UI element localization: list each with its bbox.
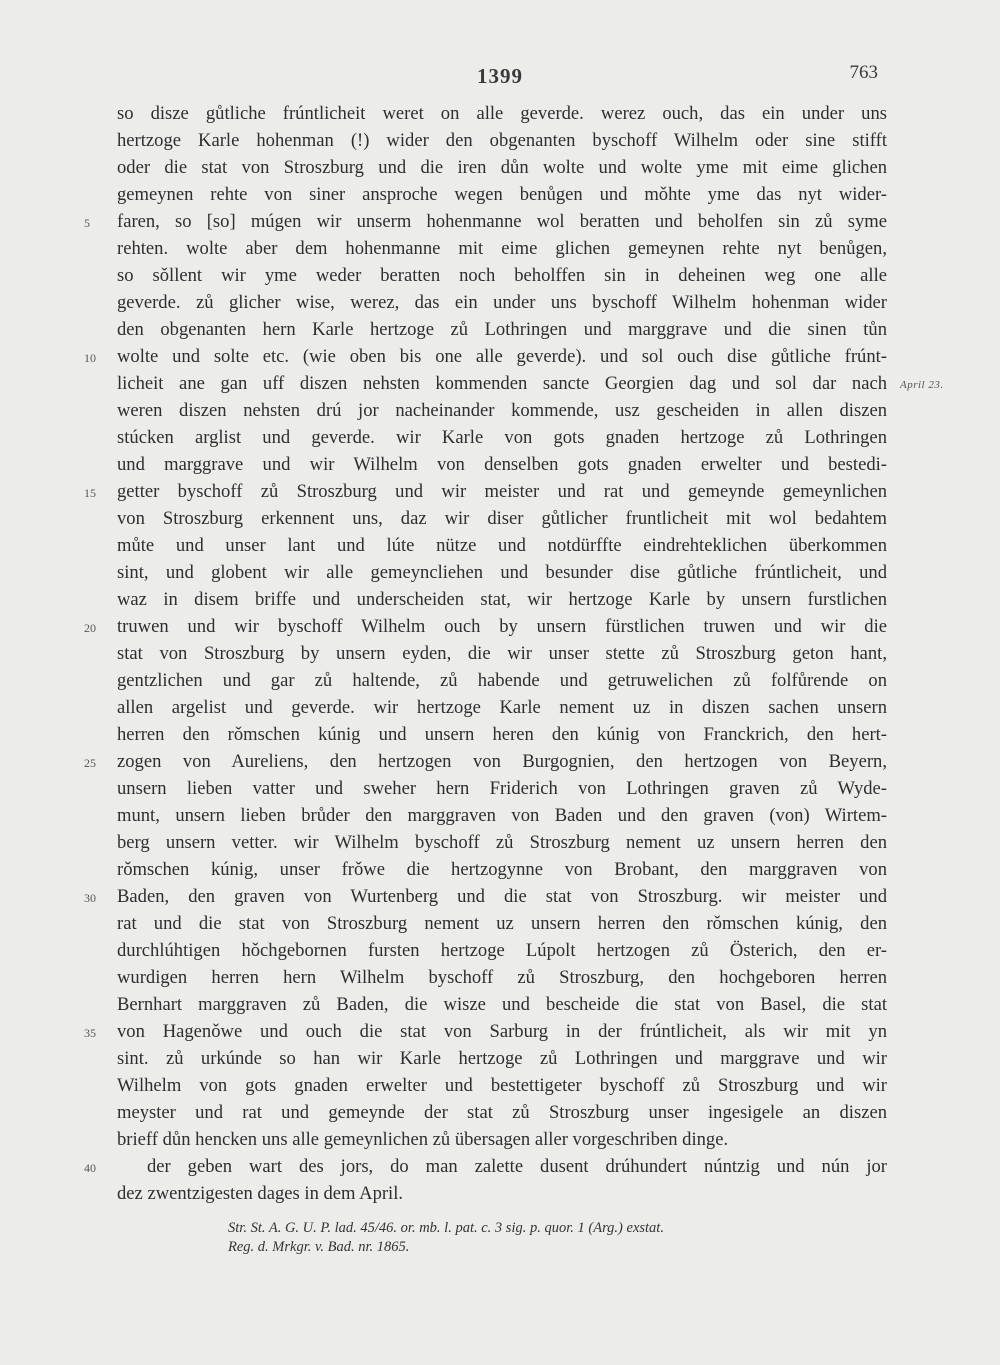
text-line-content: zogen von Aureliens, den hertzogen von Burgognien, den hertzogen von Beyern, xyxy=(117,751,887,772)
text-line xyxy=(117,127,887,154)
text-line-content: so sǒllent wir yme weder beratten noch beholffen sin in deheinen weg one alle xyxy=(117,265,887,286)
text-line-content: getter byschoff zů Stroszburg und wir meister und rat und gemeynde gemeynlichen xyxy=(117,481,887,502)
text-line-content: gentzlichen und gar zů haltende, zů habende und getruwelichen zů folfůrende on xyxy=(117,670,887,691)
text-line-content: rehten. wolte aber dem hohenmanne mit eime glichen gemeynen rehte nyt benůgen, xyxy=(117,238,887,259)
text-line-content: und marggrave und wir Wilhelm von denselben gots gnaden erwelter und bestedi- xyxy=(117,454,887,475)
text-line xyxy=(117,532,887,559)
text-line xyxy=(117,100,887,127)
text-line-content: gemeynen rehte von siner ansproche wegen benůgen und mǒhte yme das nyt wider- xyxy=(117,184,887,205)
footnote-line: Reg. d. Mrkgr. v. Bad. nr. 1865. xyxy=(228,1239,410,1255)
source-footnote xyxy=(228,1219,878,1257)
text-line-content: unsern lieben vatter und sweher hern Friderich von Lothringen graven zů Wyde- xyxy=(117,778,887,799)
text-line-content: so disze gůtliche frúntlicheit weret on alle geverde. werez ouch, das ein under uns xyxy=(117,103,887,124)
text-line-content: můte und unser lant und lúte nütze und notdürffte eindrehteklichen überkommen xyxy=(117,535,887,556)
text-line-content: brieff důn hencken uns alle gemeynlichen zů übersagen aller vorgeschriben dinge. xyxy=(117,1129,729,1150)
text-line xyxy=(117,181,887,208)
text-line xyxy=(117,1045,887,1072)
text-line xyxy=(117,586,887,613)
text-line xyxy=(117,505,887,532)
text-line xyxy=(84,748,887,775)
text-line xyxy=(117,964,887,991)
text-line-content: berg unsern vetter. wir Wilhelm byschoff zů Stroszburg nement uz unsern herren den xyxy=(117,832,887,853)
text-line xyxy=(117,1126,887,1153)
text-line xyxy=(117,559,887,586)
text-line-content: rat und die stat von Stroszburg nement uz unsern herren den rǒmschen kúnig, den xyxy=(117,913,887,934)
text-line xyxy=(117,154,887,181)
text-line-content: hertzoge Karle hohenman (!) wider den obgenanten byschoff Wilhelm oder sine stifft xyxy=(117,130,887,151)
text-line-content: oder die stat von Stroszburg und die iren důn wolte und wolte yme mit eime glichen xyxy=(117,157,887,178)
text-line-content: munt, unsern lieben brůder den marggraven von Baden und den graven (von) Wirtem- xyxy=(117,805,887,826)
line-number: 5 xyxy=(84,216,90,230)
text-line-content: von Stroszburg erkennent uns, daz wir diser gůtlicher fruntlicheit mit wol bedahtem xyxy=(117,508,887,529)
text-line-content: truwen und wir byschoff Wilhelm ouch by unsern fürstlichen truwen und wir die xyxy=(117,616,887,637)
body-text xyxy=(84,100,944,1207)
text-line xyxy=(117,721,887,748)
line-number: 25 xyxy=(84,756,96,770)
line-number: 20 xyxy=(84,621,96,635)
text-line-content: Wilhelm von gots gnaden erwelter und bestettigeter byschoff zů Stroszburg und wir xyxy=(117,1075,887,1096)
text-line-content: dez zwentzigesten dages in dem April. xyxy=(117,1183,404,1204)
text-line-content: geverde. zů glicher wise, werez, das ein under uns byschoff Wilhelm hohenman wider xyxy=(117,292,887,313)
footnote-line: Str. St. A. G. U. P. lad. 45/46. or. mb. l. pat. c. 3 sig. p. quor. 1 (Arg.) exstat. xyxy=(228,1220,664,1236)
text-line xyxy=(117,694,887,721)
text-line-content: licheit ane gan uff diszen nehsten kommenden sancte Georgien dag und sol dar nach xyxy=(117,373,887,394)
text-line-content: rǒmschen kúnig, unser frǒwe die hertzogynne von Brobant, den marggraven von xyxy=(117,859,887,880)
text-line-content: stat von Stroszburg by unsern eyden, die wir unser stette zů Stroszburg geton hant, xyxy=(117,643,887,664)
text-line-content: sint. zů urkúnde so han wir Karle hertzoge zů Lothringen und marggrave und wir xyxy=(117,1048,887,1069)
text-line-content: stúcken arglist und geverde. wir Karle von gots gnaden hertzoge zů Lothringen xyxy=(117,427,887,448)
text-line xyxy=(117,424,887,451)
text-line xyxy=(117,775,887,802)
text-line xyxy=(117,667,887,694)
text-line xyxy=(117,1099,887,1126)
page-number: 763 xyxy=(849,62,878,83)
text-line-content: sint, und globent wir alle gemeyncliehen und besunder dise gůtliche frúntlicheit, und xyxy=(117,562,887,583)
text-line xyxy=(117,289,887,316)
text-line-content: faren, so [so] múgen wir unserm hohenmanne wol beratten und beholfen sin zů syme xyxy=(117,211,887,232)
text-line-content: herren den rǒmschen kúnig und unsern heren den kúnig von Franckrich, den hert- xyxy=(117,724,887,745)
text-line xyxy=(117,235,887,262)
text-line xyxy=(84,613,887,640)
line-number: 30 xyxy=(84,891,96,905)
text-line xyxy=(84,343,887,370)
text-line-content: weren diszen nehsten drú jor nacheinander kommende, usz gescheiden in allen diszen xyxy=(117,400,887,421)
line-number: 40 xyxy=(84,1161,96,1175)
text-line xyxy=(117,1072,887,1099)
text-line xyxy=(117,316,887,343)
text-line xyxy=(117,937,887,964)
text-line xyxy=(84,1018,887,1045)
line-number: 10 xyxy=(84,351,96,365)
text-line xyxy=(117,856,887,883)
text-line xyxy=(117,1180,887,1207)
text-line xyxy=(117,262,887,289)
text-line-content: Bernhart marggraven zů Baden, die wisze und bescheide die stat von Basel, die stat xyxy=(117,994,887,1015)
text-line xyxy=(117,370,944,397)
line-number: 35 xyxy=(84,1026,96,1040)
line-number: 15 xyxy=(84,486,96,500)
text-line-content: wolte und solte etc. (wie oben bis one alle geverde). und sol ouch dise gůtliche frúnt- xyxy=(117,346,887,367)
text-line xyxy=(117,640,887,667)
text-line-content: den obgenanten hern Karle hertzoge zů Lothringen und marggrave und die sinen tůn xyxy=(117,319,887,340)
text-line xyxy=(84,478,887,505)
text-line xyxy=(117,991,887,1018)
text-line-content: waz in disem briffe und underscheiden stat, wir hertzoge Karle by unsern furstlichen xyxy=(117,589,887,610)
text-line-content: meyster und rat und gemeynde der stat zů Stroszburg unser ingesigele an diszen xyxy=(117,1102,887,1123)
text-line xyxy=(117,802,887,829)
text-line xyxy=(84,883,887,910)
text-line-content: allen argelist und geverde. wir hertzoge Karle nement uz in diszen sachen unsern xyxy=(117,697,887,718)
text-line xyxy=(117,910,887,937)
margin-date-note: April 23. xyxy=(900,379,944,391)
text-line xyxy=(117,451,887,478)
text-line xyxy=(84,208,887,235)
text-line xyxy=(117,829,887,856)
text-line-content: wurdigen herren hern Wilhelm byschoff zů Stroszburg, den hochgeboren herren xyxy=(117,967,887,988)
text-line-content: der geben wart des jors, do man zalette dusent drúhundert núntzig und nún jor xyxy=(147,1156,887,1177)
text-line-content: von Hagenǒwe und ouch die stat von Sarburg in der frúntlicheit, als wir mit yn xyxy=(117,1021,887,1042)
running-header-year: 1399 xyxy=(477,64,523,88)
text-line xyxy=(84,1153,887,1180)
text-line-content: durchlúhtigen hǒchgebornen fursten hertzoge Lúpolt hertzogen zů Österich, den er- xyxy=(117,940,887,961)
text-line-content: Baden, den graven von Wurtenberg und die stat von Stroszburg. wir meister und xyxy=(117,886,887,907)
text-line xyxy=(117,397,887,424)
